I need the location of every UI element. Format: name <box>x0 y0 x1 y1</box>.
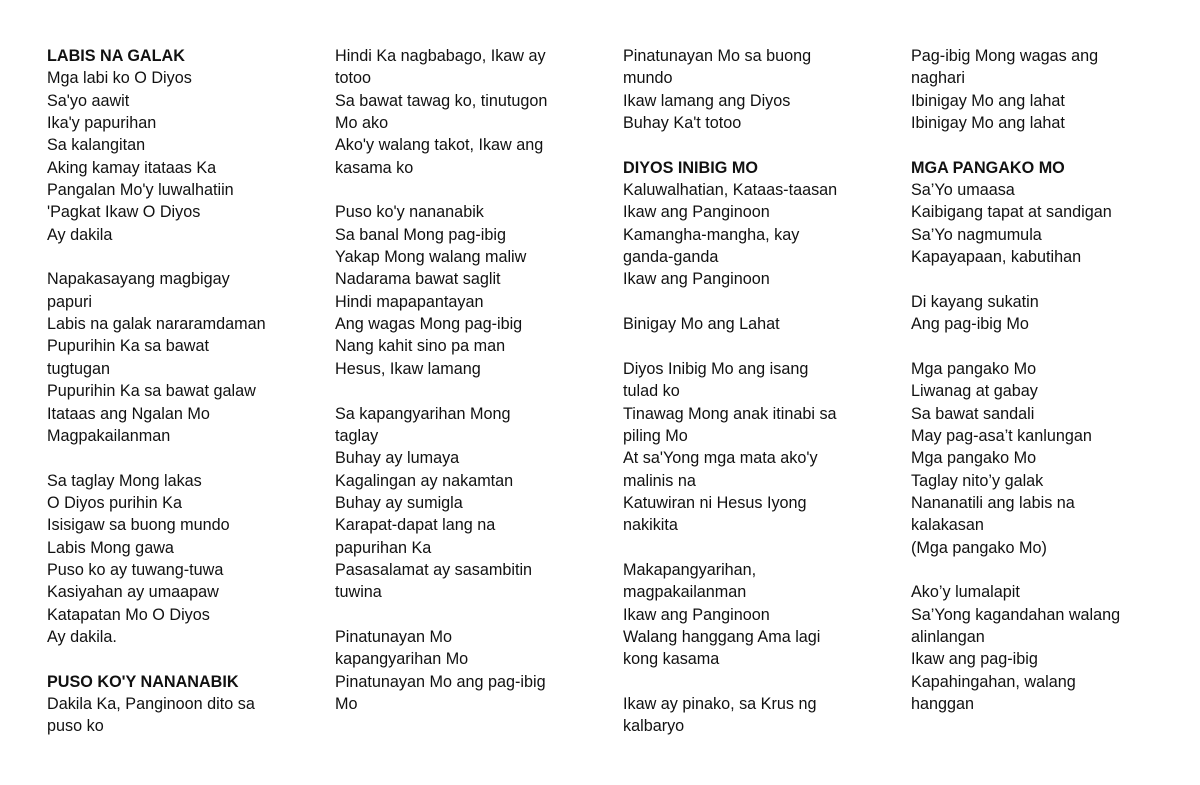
stanza-break <box>47 648 266 670</box>
lyric-line: tuwina <box>335 583 382 602</box>
lyric-line: Ikaw ang Panginoon <box>623 203 770 222</box>
lyric-line: Ika'y papurihan <box>47 114 157 133</box>
song-title: MGA PANGAKO MO <box>911 158 1065 177</box>
lyric-line: ganda-ganda <box>623 248 719 267</box>
lyric-line: nakikita <box>623 516 678 535</box>
lyric-line: kalakasan <box>911 516 984 535</box>
lyric-line: Pag-ibig Mong wagas ang <box>911 47 1099 65</box>
lyric-line: Ikaw ang pag-ibig <box>911 650 1038 669</box>
lyric-line: Sa kalangitan <box>47 136 146 155</box>
lyric-line: Puso ko ay tuwang-tuwa <box>47 560 224 579</box>
stanza-break <box>911 335 1120 357</box>
lyric-line: Mga pangako Mo <box>911 359 1037 378</box>
lyric-line: O Diyos purihin Ka <box>47 493 182 512</box>
lyric-line: Magpakailanman <box>47 426 171 445</box>
stanza-break <box>623 291 837 313</box>
lyric-line: Ang wagas Mong pag-ibig <box>335 315 523 334</box>
lyrics-column-4 <box>911 45 1120 715</box>
lyric-line: hanggan <box>911 694 975 713</box>
lyric-line: Pangalan Mo'y luwalhatiin <box>47 181 234 200</box>
lyric-line: Buhay ay lumaya <box>335 449 460 468</box>
lyric-line: Ako’y lumalapit <box>911 583 1020 602</box>
lyric-line: Dakila Ka, Panginoon dito sa <box>47 694 255 713</box>
lyric-line: Katapatan Mo O Diyos <box>47 605 210 624</box>
stanza-break <box>623 134 837 156</box>
lyric-line: Ay dakila <box>47 225 113 244</box>
lyric-line: magpakailanman <box>623 583 747 602</box>
lyric-line: Sa banal Mong pag-ibig <box>335 225 506 244</box>
lyric-line: Pinatunayan Mo sa buong <box>623 47 812 65</box>
lyric-line: Ang pag-ibig Mo <box>911 315 1029 334</box>
lyric-line: Diyos Inibig Mo ang isang <box>623 359 809 378</box>
lyric-line: tulad ko <box>623 382 680 401</box>
lyric-line: Aking kamay itataas Ka <box>47 158 217 177</box>
lyric-line: Ako'y walang takot, Ikaw ang <box>335 136 544 155</box>
lyric-line: Ikaw ang Panginoon <box>623 605 770 624</box>
lyric-line: Makapangyarihan, <box>623 560 757 579</box>
lyric-line: alinlangan <box>911 627 985 646</box>
lyric-line: Hesus, Ikaw lamang <box>335 359 481 378</box>
lyric-line: Di kayang sukatin <box>911 292 1039 311</box>
lyric-line: Nang kahit sino pa man <box>335 337 506 356</box>
lyric-line: naghari <box>911 69 966 88</box>
lyric-line: Mga pangako Mo <box>911 449 1037 468</box>
lyric-line: Sa’Yo nagmumula <box>911 225 1042 244</box>
stanza-break <box>911 559 1120 581</box>
lyric-line: Napakasayang magbigay <box>47 270 230 289</box>
lyric-line: Kaluwalhatian, Kataas-taasan <box>623 181 838 200</box>
lyric-line: May pag-asa’t kanlungan <box>911 426 1092 445</box>
lyric-line: Sa bawat tawag ko, tinutugon <box>335 91 548 110</box>
lyric-line: Sa kapangyarihan Mong <box>335 404 511 423</box>
lyric-line: Kaibigang tapat at sandigan <box>911 203 1112 222</box>
lyric-line: papuri <box>47 292 92 311</box>
lyric-line: Pupurihin Ka sa bawat galaw <box>47 382 256 401</box>
lyric-line: kapangyarihan Mo <box>335 650 469 669</box>
lyric-line: Sa’Yong kagandahan walang <box>911 605 1121 624</box>
stanza-break <box>623 671 837 693</box>
lyrics-column-2 <box>335 45 547 715</box>
lyric-line: At sa'Yong mga mata ako'y <box>623 449 818 468</box>
lyric-line: Mo ako <box>335 114 389 133</box>
lyric-line: Nananatili ang labis na <box>911 493 1075 512</box>
stanza-break <box>623 335 837 357</box>
lyric-line: Kagalingan ay nakamtan <box>335 471 514 490</box>
lyric-line: puso ko <box>47 717 104 736</box>
stanza-break <box>911 268 1120 290</box>
lyric-line: Taglay nito’y galak <box>911 471 1044 490</box>
lyric-line: kalbaryo <box>623 717 685 736</box>
stanza-break <box>335 179 547 201</box>
lyric-line: Hindi Ka nagbabago, Ikaw ay <box>335 47 546 65</box>
lyric-line: Pinatunayan Mo ang pag-ibig <box>335 672 546 691</box>
lyric-line: Buhay Ka't totoo <box>623 114 742 133</box>
lyric-line: Ibinigay Mo ang lahat <box>911 91 1065 110</box>
song-title: DIYOS INIBIG MO <box>623 158 758 177</box>
lyric-line: Karapat-dapat lang na <box>335 516 496 535</box>
lyric-line: Kapahingahan, walang <box>911 672 1076 691</box>
lyric-line: Katuwiran ni Hesus Iyong <box>623 493 807 512</box>
lyric-line: Binigay Mo ang Lahat <box>623 315 780 334</box>
lyric-line: Ay dakila. <box>47 627 117 646</box>
lyric-line: kasama ko <box>335 158 414 177</box>
lyric-line: Pasasalamat ay sasambitin <box>335 560 533 579</box>
lyric-line: Buhay ay sumigla <box>335 493 463 512</box>
lyric-line: Tinawag Mong anak itinabi sa <box>623 404 837 423</box>
lyric-line: Ikaw ay pinako, sa Krus ng <box>623 694 817 713</box>
lyric-line: 'Pagkat Ikaw O Diyos <box>47 203 201 222</box>
song-title: LABIS NA GALAK <box>47 47 185 65</box>
lyric-line: Puso ko'y nananabik <box>335 203 484 222</box>
stanza-break <box>47 447 266 469</box>
stanza-break <box>623 537 837 559</box>
lyric-line: Labis Mong gawa <box>47 538 174 557</box>
lyric-line: Ikaw lamang ang Diyos <box>623 91 791 110</box>
stanza-break <box>911 134 1120 156</box>
lyric-line: Kamangha-mangha, kay <box>623 225 800 244</box>
stanza-break <box>335 604 547 626</box>
lyric-line: Mga labi ko O Diyos <box>47 69 192 88</box>
lyrics-column-3 <box>623 45 837 738</box>
stanza-break <box>335 380 547 402</box>
lyric-line: kong kasama <box>623 650 720 669</box>
lyric-line: piling Mo <box>623 426 688 445</box>
lyric-line: Sa’Yo umaasa <box>911 181 1015 200</box>
lyric-line: (Mga pangako Mo) <box>911 538 1047 557</box>
lyric-line: Liwanag at gabay <box>911 382 1038 401</box>
lyric-line: taglay <box>335 426 379 445</box>
lyric-line: Sa taglay Mong lakas <box>47 471 202 490</box>
lyric-line: Nadarama bawat saglit <box>335 270 501 289</box>
lyric-line: Sa bawat sandali <box>911 404 1035 423</box>
lyric-line: Kapayapaan, kabutihan <box>911 248 1082 267</box>
lyric-line: Labis na galak nararamdaman <box>47 315 266 334</box>
lyric-line: Isisigaw sa buong mundo <box>47 516 230 535</box>
lyric-line: Walang hanggang Ama lagi <box>623 627 821 646</box>
lyric-line: Pinatunayan Mo <box>335 627 452 646</box>
lyric-line: Hindi mapapantayan <box>335 292 484 311</box>
lyric-line: totoo <box>335 69 372 88</box>
lyric-line: papurihan Ka <box>335 538 432 557</box>
song-title: PUSO KO'Y NANANABIK <box>47 672 239 691</box>
lyric-line: Ikaw ang Panginoon <box>623 270 770 289</box>
lyric-line: Sa'yo aawit <box>47 91 130 110</box>
lyric-line: malinis na <box>623 471 696 490</box>
lyric-line: mundo <box>623 69 673 88</box>
lyric-line: Kasiyahan ay umaapaw <box>47 583 219 602</box>
lyrics-column-1 <box>47 45 266 738</box>
lyric-line: Mo <box>335 694 358 713</box>
lyric-line: Ibinigay Mo ang lahat <box>911 114 1065 133</box>
lyric-line: Pupurihin Ka sa bawat <box>47 337 209 356</box>
lyric-line: Itataas ang Ngalan Mo <box>47 404 210 423</box>
stanza-break <box>47 246 266 268</box>
lyric-line: tugtugan <box>47 359 111 378</box>
lyric-line: Yakap Mong walang maliw <box>335 248 527 267</box>
